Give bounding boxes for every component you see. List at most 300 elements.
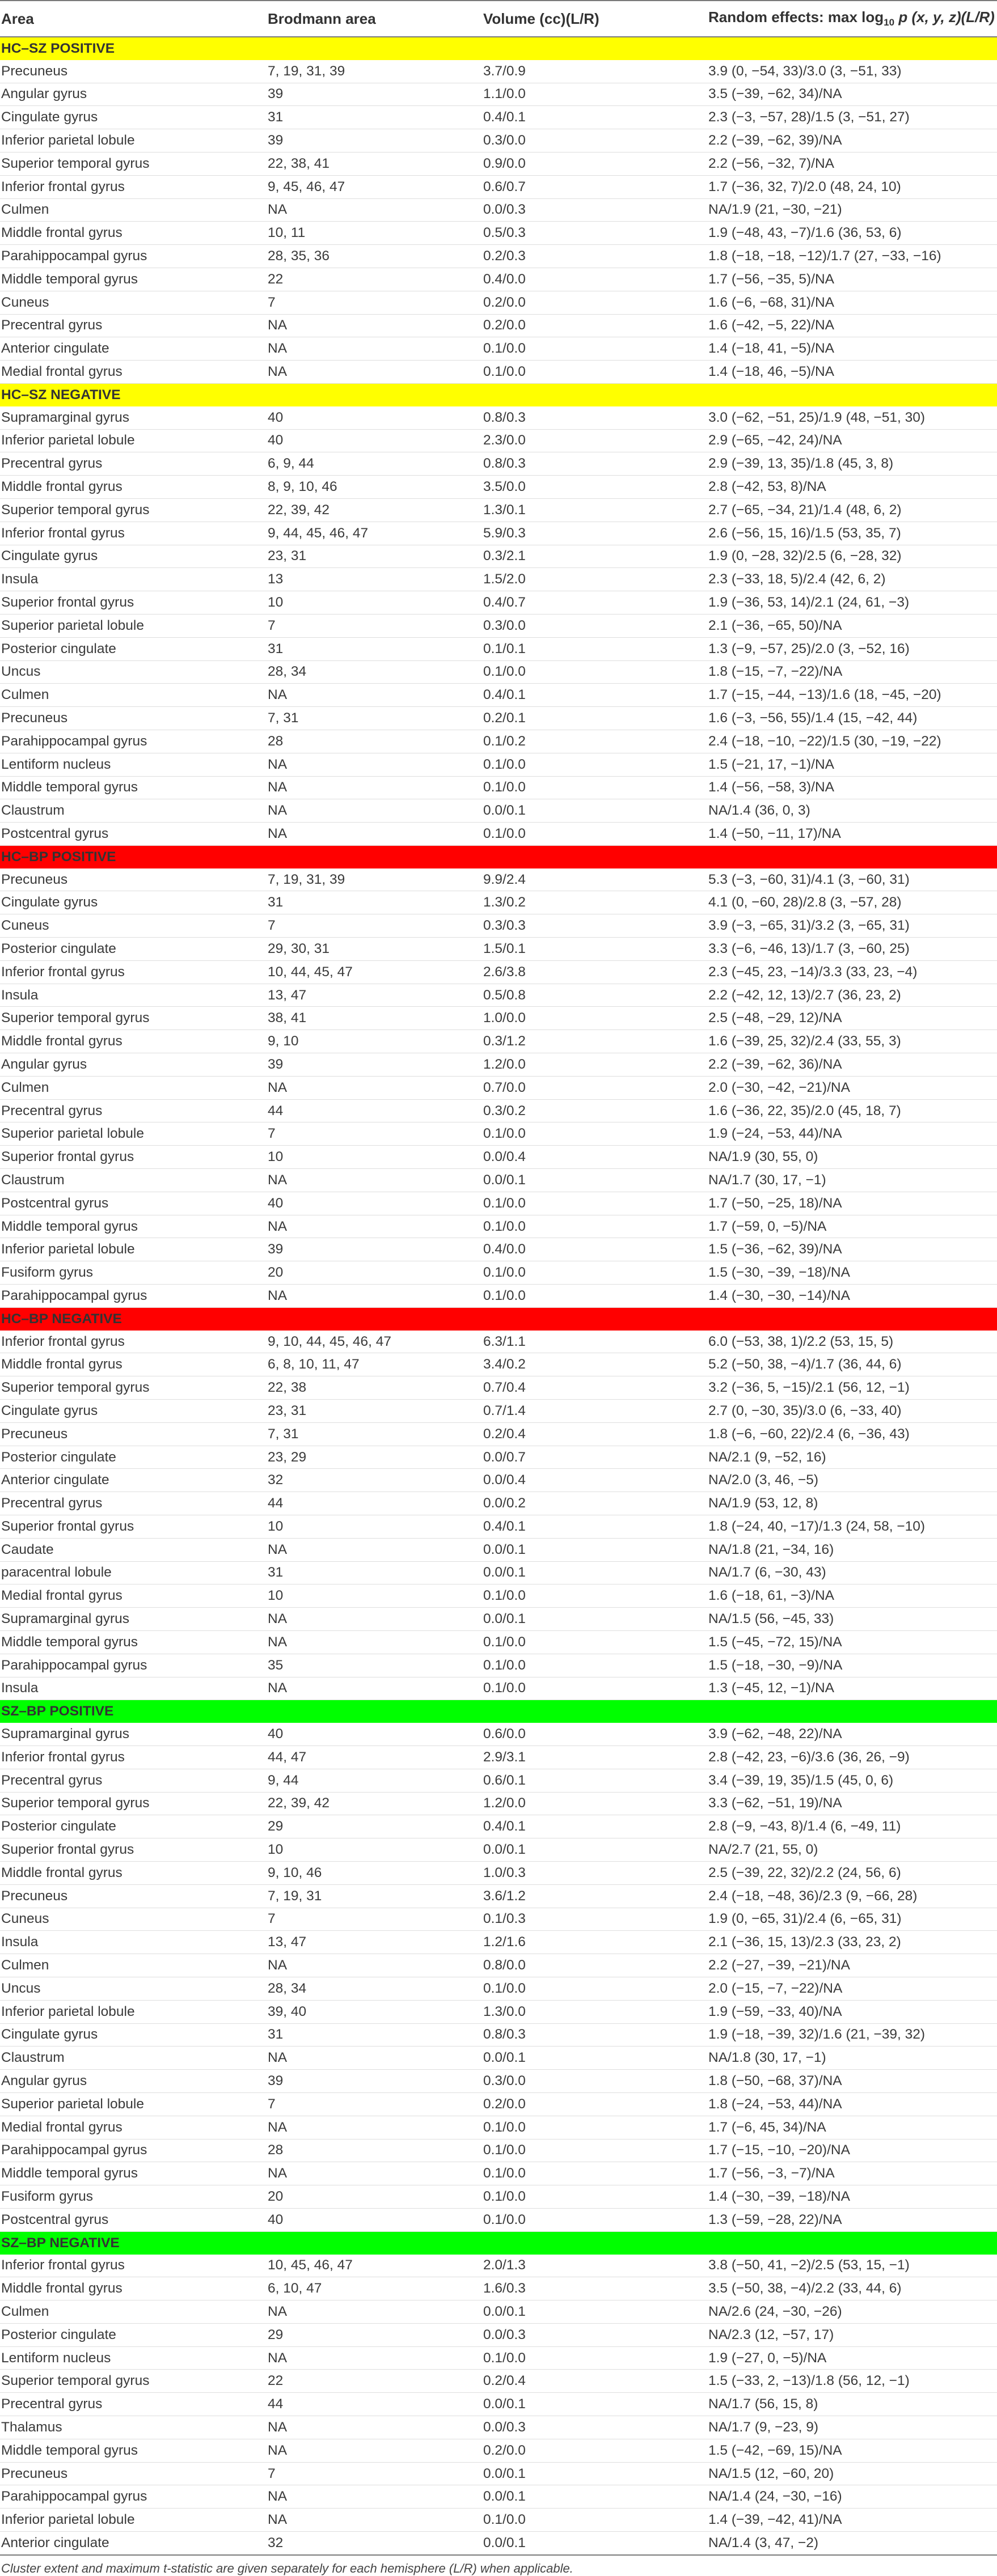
table-row xyxy=(0,522,997,545)
cell-volume: 3.6/1.2 xyxy=(482,1884,707,1908)
cell-area: Postcentral gyrus xyxy=(0,1192,267,1215)
cell-random-effects: 1.4 (−18, 41, −5)/NA xyxy=(707,337,997,361)
cell-random-effects: 2.1 (−36, −65, 50)/NA xyxy=(707,614,997,637)
cell-volume: 0.0/0.4 xyxy=(482,1469,707,1492)
cell-random-effects: 5.3 (−3, −60, 31)/4.1 (3, −60, 31) xyxy=(707,868,997,891)
cell-volume: 0.2/0.0 xyxy=(482,314,707,337)
cell-brodmann: 9, 44, 45, 46, 47 xyxy=(267,522,482,545)
cell-random-effects: 1.6 (−6, −68, 31)/NA xyxy=(707,291,997,314)
table-row xyxy=(0,361,997,384)
cell-brodmann: 7 xyxy=(267,2462,482,2485)
cell-volume: 0.0/0.1 xyxy=(482,1169,707,1192)
header-effects-coords: (x, y, z)(L/R) xyxy=(911,9,995,26)
cell-volume: 0.1/0.0 xyxy=(482,1654,707,1677)
cell-area: Precuneus xyxy=(0,868,267,891)
cell-area: Culmen xyxy=(0,1954,267,1977)
section-title: HC–BP POSITIVE xyxy=(0,845,997,868)
table-row xyxy=(0,1261,997,1285)
section-title: SZ–BP POSITIVE xyxy=(0,1700,997,1723)
cell-area: Precentral gyrus xyxy=(0,1492,267,1515)
header-area: Area xyxy=(0,1,267,37)
cell-brodmann: 40 xyxy=(267,406,482,429)
cell-brodmann: 22, 38, 41 xyxy=(267,152,482,175)
cell-volume: 2.9/3.1 xyxy=(482,1745,707,1769)
cell-volume: 0.0/0.1 xyxy=(482,2300,707,2324)
cell-area: Insula xyxy=(0,1931,267,1954)
table-row xyxy=(0,1977,997,2000)
cell-brodmann: 40 xyxy=(267,1723,482,1745)
cell-brodmann: NA xyxy=(267,776,482,799)
table-body xyxy=(0,37,997,2555)
cell-area: Medial frontal gyrus xyxy=(0,361,267,384)
cell-brodmann: NA xyxy=(267,823,482,846)
cell-area: Postcentral gyrus xyxy=(0,823,267,846)
cell-random-effects: 2.2 (−42, 12, 13)/2.7 (36, 23, 2) xyxy=(707,984,997,1007)
cell-random-effects: NA/1.7 (9, −23, 9) xyxy=(707,2416,997,2439)
cell-brodmann: 31 xyxy=(267,2023,482,2047)
cell-volume: 0.1/0.0 xyxy=(482,1584,707,1608)
cell-random-effects: 2.5 (−48, −29, 12)/NA xyxy=(707,1007,997,1030)
cell-area: Cingulate gyrus xyxy=(0,106,267,129)
cell-random-effects: 1.4 (−30, −39, −18)/NA xyxy=(707,2185,997,2209)
cell-area: Angular gyrus xyxy=(0,1053,267,1077)
cell-random-effects: 1.5 (−21, 17, −1)/NA xyxy=(707,753,997,776)
cell-random-effects: 1.9 (0, −28, 32)/2.5 (6, −28, 32) xyxy=(707,545,997,568)
cell-random-effects: 6.0 (−53, 38, 1)/2.2 (53, 15, 5) xyxy=(707,1331,997,1353)
cell-brodmann: NA xyxy=(267,753,482,776)
cell-brodmann: 10 xyxy=(267,1584,482,1608)
table-row xyxy=(0,2116,997,2139)
cell-volume: 0.0/0.1 xyxy=(482,2047,707,2070)
table-row xyxy=(0,2139,997,2162)
cell-random-effects: 2.2 (−27, −39, −21)/NA xyxy=(707,1954,997,1977)
table-row xyxy=(0,291,997,314)
cell-volume: 0.8/0.3 xyxy=(482,2023,707,2047)
cell-random-effects: 1.4 (−30, −30, −14)/NA xyxy=(707,1285,997,1308)
cell-area: Culmen xyxy=(0,2300,267,2324)
cell-volume: 0.1/0.0 xyxy=(482,1122,707,1146)
cell-area: Supramarginal gyrus xyxy=(0,406,267,429)
cell-area: Anterior cingulate xyxy=(0,337,267,361)
cell-volume: 0.1/0.0 xyxy=(482,361,707,384)
table-row xyxy=(0,1630,997,1654)
cell-brodmann: 13 xyxy=(267,568,482,591)
table-row xyxy=(0,222,997,245)
cell-area: Precentral gyrus xyxy=(0,2393,267,2416)
cell-area: Precentral gyrus xyxy=(0,1769,267,1792)
table-row xyxy=(0,1192,997,1215)
cell-area: Middle frontal gyrus xyxy=(0,1861,267,1884)
cell-random-effects: NA/1.4 (36, 0, 3) xyxy=(707,799,997,823)
cell-random-effects: 2.9 (−65, −42, 24)/NA xyxy=(707,429,997,452)
cell-brodmann: 22, 39, 42 xyxy=(267,1792,482,1815)
cell-area: Medial frontal gyrus xyxy=(0,2116,267,2139)
cell-area: Parahippocampal gyrus xyxy=(0,1285,267,1308)
cell-brodmann: 6, 8, 10, 11, 47 xyxy=(267,1353,482,1376)
cell-random-effects: 1.3 (−45, 12, −1)/NA xyxy=(707,1677,997,1700)
table-row xyxy=(0,2485,997,2509)
table-row xyxy=(0,406,997,429)
cell-random-effects: 2.0 (−15, −7, −22)/NA xyxy=(707,1977,997,2000)
cell-volume: 0.1/0.0 xyxy=(482,1677,707,1700)
table-row xyxy=(0,1446,997,1469)
cell-random-effects: 1.7 (−15, −44, −13)/1.6 (18, −45, −20) xyxy=(707,684,997,707)
cell-random-effects: 2.1 (−36, 15, 13)/2.3 (33, 23, 2) xyxy=(707,1931,997,1954)
table-row xyxy=(0,1792,997,1815)
cell-brodmann: NA xyxy=(267,2047,482,2070)
table-row xyxy=(0,1331,997,1353)
table-row xyxy=(0,730,997,753)
table-row xyxy=(0,1492,997,1515)
cell-random-effects: 1.7 (−56, −35, 5)/NA xyxy=(707,268,997,291)
table-row xyxy=(0,2047,997,2070)
cell-area: Middle temporal gyrus xyxy=(0,2162,267,2185)
cell-volume: 0.0/0.3 xyxy=(482,198,707,222)
cell-volume: 0.1/0.0 xyxy=(482,1215,707,1238)
header-brodmann: Brodmann area xyxy=(267,1,482,37)
cell-volume: 1.3/0.2 xyxy=(482,891,707,914)
cell-brodmann: 6, 9, 44 xyxy=(267,452,482,476)
cell-brodmann: NA xyxy=(267,2509,482,2532)
cell-volume: 0.8/0.3 xyxy=(482,452,707,476)
cell-area: Superior temporal gyrus xyxy=(0,1007,267,1030)
table-row xyxy=(0,868,997,891)
cell-brodmann: 40 xyxy=(267,429,482,452)
cell-brodmann: 7, 31 xyxy=(267,707,482,730)
table-row xyxy=(0,1838,997,1862)
cell-brodmann: 23, 31 xyxy=(267,545,482,568)
header-random-effects xyxy=(707,1,997,37)
section-header xyxy=(0,2231,997,2254)
table-row xyxy=(0,498,997,522)
header-effects-sub: 10 xyxy=(884,17,895,28)
cell-volume: 1.5/2.0 xyxy=(482,568,707,591)
cell-random-effects: 2.0 (−30, −42, −21)/NA xyxy=(707,1076,997,1099)
table-row xyxy=(0,823,997,846)
cell-random-effects: 1.7 (−56, −3, −7)/NA xyxy=(707,2162,997,2185)
table-row xyxy=(0,2393,997,2416)
table-row xyxy=(0,1076,997,1099)
table-row xyxy=(0,2023,997,2047)
cell-brodmann: NA xyxy=(267,1538,482,1561)
cell-brodmann: NA xyxy=(267,2346,482,2370)
cell-brodmann: 38, 41 xyxy=(267,1007,482,1030)
table-row xyxy=(0,2416,997,2439)
table-row xyxy=(0,776,997,799)
cell-area: Precuneus xyxy=(0,1422,267,1446)
section-header xyxy=(0,1307,997,1330)
table-row xyxy=(0,938,997,961)
cell-volume: 0.1/0.0 xyxy=(482,2162,707,2185)
cell-brodmann: NA xyxy=(267,1215,482,1238)
cell-volume: 0.0/0.1 xyxy=(482,1838,707,1862)
cell-area: Cuneus xyxy=(0,1908,267,1931)
table-header-row xyxy=(0,1,997,37)
table-row xyxy=(0,1053,997,1077)
cell-brodmann: 9, 10, 44, 45, 46, 47 xyxy=(267,1331,482,1353)
cell-volume: 1.2/1.6 xyxy=(482,1931,707,1954)
cell-random-effects: NA/1.7 (30, 17, −1) xyxy=(707,1169,997,1192)
table-row xyxy=(0,2300,997,2324)
cell-area: Anterior cingulate xyxy=(0,1469,267,1492)
cell-area: Insula xyxy=(0,1677,267,1700)
table-row xyxy=(0,660,997,684)
cell-brodmann: 7, 19, 31 xyxy=(267,1884,482,1908)
cell-random-effects: 3.9 (−62, −48, 22)/NA xyxy=(707,1723,997,1745)
cell-random-effects: NA/2.6 (24, −30, −26) xyxy=(707,2300,997,2324)
cell-random-effects: 2.2 (−39, −62, 36)/NA xyxy=(707,1053,997,1077)
cell-brodmann: 23, 29 xyxy=(267,1446,482,1469)
cell-area: Parahippocampal gyrus xyxy=(0,730,267,753)
cell-volume: 0.3/0.2 xyxy=(482,1099,707,1122)
cell-area: Thalamus xyxy=(0,2416,267,2439)
cell-volume: 0.0/0.1 xyxy=(482,2532,707,2555)
cell-random-effects: 1.7 (−59, 0, −5)/NA xyxy=(707,1215,997,1238)
cell-volume: 0.7/0.0 xyxy=(482,1076,707,1099)
cell-area: Fusiform gyrus xyxy=(0,2185,267,2209)
table-row xyxy=(0,1931,997,1954)
cell-random-effects: 2.8 (−42, 23, −6)/3.6 (36, 26, −9) xyxy=(707,1745,997,1769)
cell-brodmann: 29, 30, 31 xyxy=(267,938,482,961)
cell-brodmann: 31 xyxy=(267,637,482,660)
cell-brodmann: NA xyxy=(267,198,482,222)
cell-random-effects: 2.8 (−42, 53, 8)/NA xyxy=(707,476,997,499)
cell-random-effects: 1.3 (−9, −57, 25)/2.0 (3, −52, 16) xyxy=(707,637,997,660)
cell-brodmann: 44 xyxy=(267,2393,482,2416)
cell-random-effects: 2.5 (−39, 22, 32)/2.2 (24, 56, 6) xyxy=(707,1861,997,1884)
cell-random-effects: NA/2.3 (12, −57, 17) xyxy=(707,2323,997,2346)
table-row xyxy=(0,1861,997,1884)
cell-area: Inferior parietal lobule xyxy=(0,2000,267,2023)
table-row xyxy=(0,476,997,499)
table-row xyxy=(0,2323,997,2346)
cell-brodmann: 28 xyxy=(267,730,482,753)
cell-random-effects: 1.6 (−3, −56, 55)/1.4 (15, −42, 44) xyxy=(707,707,997,730)
cell-area: Precuneus xyxy=(0,2462,267,2485)
cell-area: Middle temporal gyrus xyxy=(0,776,267,799)
cell-volume: 0.1/0.0 xyxy=(482,2509,707,2532)
cell-random-effects: 1.4 (−39, −42, 41)/NA xyxy=(707,2509,997,2532)
cell-random-effects: 1.8 (−15, −7, −22)/NA xyxy=(707,660,997,684)
cell-brodmann: 28, 34 xyxy=(267,1977,482,2000)
cell-volume: 0.2/0.1 xyxy=(482,707,707,730)
cell-random-effects: NA/1.7 (6, −30, 43) xyxy=(707,1561,997,1584)
cell-brodmann: 20 xyxy=(267,2185,482,2209)
cell-random-effects: 2.7 (0, −30, 35)/3.0 (6, −33, 40) xyxy=(707,1400,997,1423)
cell-brodmann: 29 xyxy=(267,1815,482,1838)
cell-area: Posterior cingulate xyxy=(0,637,267,660)
cell-volume: 1.6/0.3 xyxy=(482,2277,707,2300)
cell-volume: 0.1/0.0 xyxy=(482,337,707,361)
cell-random-effects: NA/1.4 (24, −30, −16) xyxy=(707,2485,997,2509)
cell-volume: 0.2/0.4 xyxy=(482,2370,707,2393)
cell-area: Insula xyxy=(0,568,267,591)
cell-random-effects: NA/1.8 (30, 17, −1) xyxy=(707,2047,997,2070)
cell-brodmann: 35 xyxy=(267,1654,482,1677)
cell-brodmann: 20 xyxy=(267,1261,482,1285)
table-row xyxy=(0,1007,997,1030)
cell-area: Posterior cingulate xyxy=(0,2323,267,2346)
cell-volume: 0.1/0.3 xyxy=(482,1908,707,1931)
cell-area: Inferior frontal gyrus xyxy=(0,2255,267,2277)
cell-volume: 5.9/0.3 xyxy=(482,522,707,545)
cell-volume: 0.4/0.1 xyxy=(482,684,707,707)
cell-volume: 0.1/0.0 xyxy=(482,1192,707,1215)
cell-area: Cingulate gyrus xyxy=(0,2023,267,2047)
cell-brodmann: 39 xyxy=(267,83,482,106)
table-row xyxy=(0,1285,997,1308)
cell-area: Inferior parietal lobule xyxy=(0,129,267,152)
table-row xyxy=(0,914,997,938)
cell-volume: 2.0/1.3 xyxy=(482,2255,707,2277)
cell-area: Posterior cingulate xyxy=(0,938,267,961)
cell-random-effects: 1.9 (0, −65, 31)/2.4 (6, −65, 31) xyxy=(707,1908,997,1931)
cell-brodmann: 7, 19, 31, 39 xyxy=(267,868,482,891)
cell-volume: 3.4/0.2 xyxy=(482,1353,707,1376)
cell-random-effects: 2.8 (−9, −43, 8)/1.4 (6, −49, 11) xyxy=(707,1815,997,1838)
cell-area: Fusiform gyrus xyxy=(0,1261,267,1285)
cell-volume: 0.1/0.0 xyxy=(482,753,707,776)
cell-area: Precuneus xyxy=(0,60,267,83)
cell-brodmann: 8, 9, 10, 46 xyxy=(267,476,482,499)
cell-random-effects: 2.3 (−3, −57, 28)/1.5 (3, −51, 27) xyxy=(707,106,997,129)
cell-volume: 0.1/0.0 xyxy=(482,1630,707,1654)
cell-volume: 3.5/0.0 xyxy=(482,476,707,499)
table-row xyxy=(0,891,997,914)
cell-random-effects: 3.3 (−6, −46, 13)/1.7 (3, −60, 25) xyxy=(707,938,997,961)
table-row xyxy=(0,2000,997,2023)
cell-volume: 0.0/0.1 xyxy=(482,2462,707,2485)
section-title: HC–BP NEGATIVE xyxy=(0,1307,997,1330)
cell-volume: 0.8/0.3 xyxy=(482,406,707,429)
cell-random-effects: 1.8 (−18, −18, −12)/1.7 (27, −33, −16) xyxy=(707,245,997,268)
cell-area: paracentral lobule xyxy=(0,1561,267,1584)
cell-volume: 3.7/0.9 xyxy=(482,60,707,83)
cell-brodmann: NA xyxy=(267,1169,482,1192)
cell-volume: 0.1/0.0 xyxy=(482,2185,707,2209)
cell-brodmann: 31 xyxy=(267,891,482,914)
cell-brodmann: NA xyxy=(267,361,482,384)
cell-volume: 0.7/1.4 xyxy=(482,1400,707,1423)
cell-brodmann: 39 xyxy=(267,1053,482,1077)
cell-brodmann: NA xyxy=(267,2439,482,2462)
cell-random-effects: 1.7 (−6, 45, 34)/NA xyxy=(707,2116,997,2139)
cell-volume: 0.3/0.0 xyxy=(482,614,707,637)
table-row xyxy=(0,1908,997,1931)
table-row xyxy=(0,60,997,83)
cell-brodmann: 32 xyxy=(267,2532,482,2555)
cell-area: Parahippocampal gyrus xyxy=(0,1654,267,1677)
cell-random-effects: 2.7 (−65, −34, 21)/1.4 (48, 6, 2) xyxy=(707,498,997,522)
table-row xyxy=(0,2509,997,2532)
cell-volume: 0.0/0.3 xyxy=(482,2323,707,2346)
cell-random-effects: 1.4 (−50, −11, 17)/NA xyxy=(707,823,997,846)
table-row xyxy=(0,799,997,823)
cell-volume: 0.0/0.1 xyxy=(482,1608,707,1631)
cell-brodmann: NA xyxy=(267,684,482,707)
cell-brodmann: 44 xyxy=(267,1099,482,1122)
cell-area: Precentral gyrus xyxy=(0,314,267,337)
cell-brodmann: 22 xyxy=(267,268,482,291)
cell-random-effects: 1.8 (−6, −60, 22)/2.4 (6, −36, 43) xyxy=(707,1422,997,1446)
cell-area: Inferior frontal gyrus xyxy=(0,960,267,984)
table-row xyxy=(0,268,997,291)
cell-random-effects: 1.6 (−18, 61, −3)/NA xyxy=(707,1584,997,1608)
cell-volume: 9.9/2.4 xyxy=(482,868,707,891)
cell-brodmann: NA xyxy=(267,1630,482,1654)
cell-area: Cingulate gyrus xyxy=(0,891,267,914)
table-row xyxy=(0,106,997,129)
cell-random-effects: 1.7 (−15, −10, −20)/NA xyxy=(707,2139,997,2162)
cell-brodmann: NA xyxy=(267,2162,482,2185)
cell-brodmann: 9, 45, 46, 47 xyxy=(267,175,482,198)
cell-random-effects: NA/1.5 (56, −45, 33) xyxy=(707,1608,997,1631)
table-row xyxy=(0,2255,997,2277)
table-row xyxy=(0,1238,997,1261)
cell-volume: 0.0/0.1 xyxy=(482,1561,707,1584)
table-row xyxy=(0,637,997,660)
cell-area: Claustrum xyxy=(0,2047,267,2070)
table-row xyxy=(0,1030,997,1053)
cell-volume: 0.6/0.7 xyxy=(482,175,707,198)
cell-volume: 0.1/0.1 xyxy=(482,637,707,660)
cell-volume: 0.3/0.0 xyxy=(482,2070,707,2093)
table-row xyxy=(0,2346,997,2370)
cell-area: Middle frontal gyrus xyxy=(0,1353,267,1376)
cell-volume: 0.2/0.3 xyxy=(482,245,707,268)
cell-volume: 0.1/0.0 xyxy=(482,1977,707,2000)
cell-brodmann: NA xyxy=(267,2416,482,2439)
cell-area: Superior frontal gyrus xyxy=(0,591,267,615)
cell-random-effects: 1.6 (−42, −5, 22)/NA xyxy=(707,314,997,337)
cell-brodmann: NA xyxy=(267,314,482,337)
cell-area: Cingulate gyrus xyxy=(0,1400,267,1423)
cell-brodmann: 39 xyxy=(267,1238,482,1261)
cell-random-effects: 3.5 (−50, 38, −4)/2.2 (33, 44, 6) xyxy=(707,2277,997,2300)
cell-area: Parahippocampal gyrus xyxy=(0,2139,267,2162)
cell-random-effects: 1.5 (−18, −30, −9)/NA xyxy=(707,1654,997,1677)
cell-area: Anterior cingulate xyxy=(0,2532,267,2555)
table-row xyxy=(0,1584,997,1608)
cell-volume: 0.1/0.0 xyxy=(482,2208,707,2231)
table-row xyxy=(0,2208,997,2231)
cell-area: Culmen xyxy=(0,684,267,707)
cell-random-effects: 2.4 (−18, −48, 36)/2.3 (9, −66, 28) xyxy=(707,1884,997,1908)
section-header xyxy=(0,37,997,60)
cell-volume: 0.0/0.4 xyxy=(482,1146,707,1169)
cell-area: Cingulate gyrus xyxy=(0,545,267,568)
cell-volume: 0.9/0.0 xyxy=(482,152,707,175)
cell-area: Superior parietal lobule xyxy=(0,2092,267,2116)
table-row xyxy=(0,1745,997,1769)
cell-random-effects: 1.8 (−50, −68, 37)/NA xyxy=(707,2070,997,2093)
cell-volume: 0.0/0.2 xyxy=(482,1492,707,1515)
cell-random-effects: 1.7 (−50, −25, 18)/NA xyxy=(707,1192,997,1215)
section-title: HC–SZ NEGATIVE xyxy=(0,383,997,406)
table-row xyxy=(0,129,997,152)
cell-volume: 0.8/0.0 xyxy=(482,1954,707,1977)
cell-brodmann: NA xyxy=(267,799,482,823)
cell-area: Claustrum xyxy=(0,1169,267,1192)
cell-area: Precentral gyrus xyxy=(0,1099,267,1122)
table-row xyxy=(0,429,997,452)
cell-area: Precuneus xyxy=(0,707,267,730)
cell-volume: 0.6/0.1 xyxy=(482,1769,707,1792)
cell-random-effects: 1.6 (−36, 22, 35)/2.0 (45, 18, 7) xyxy=(707,1099,997,1122)
table-row xyxy=(0,1353,997,1376)
cell-brodmann: NA xyxy=(267,2485,482,2509)
cell-area: Precentral gyrus xyxy=(0,452,267,476)
